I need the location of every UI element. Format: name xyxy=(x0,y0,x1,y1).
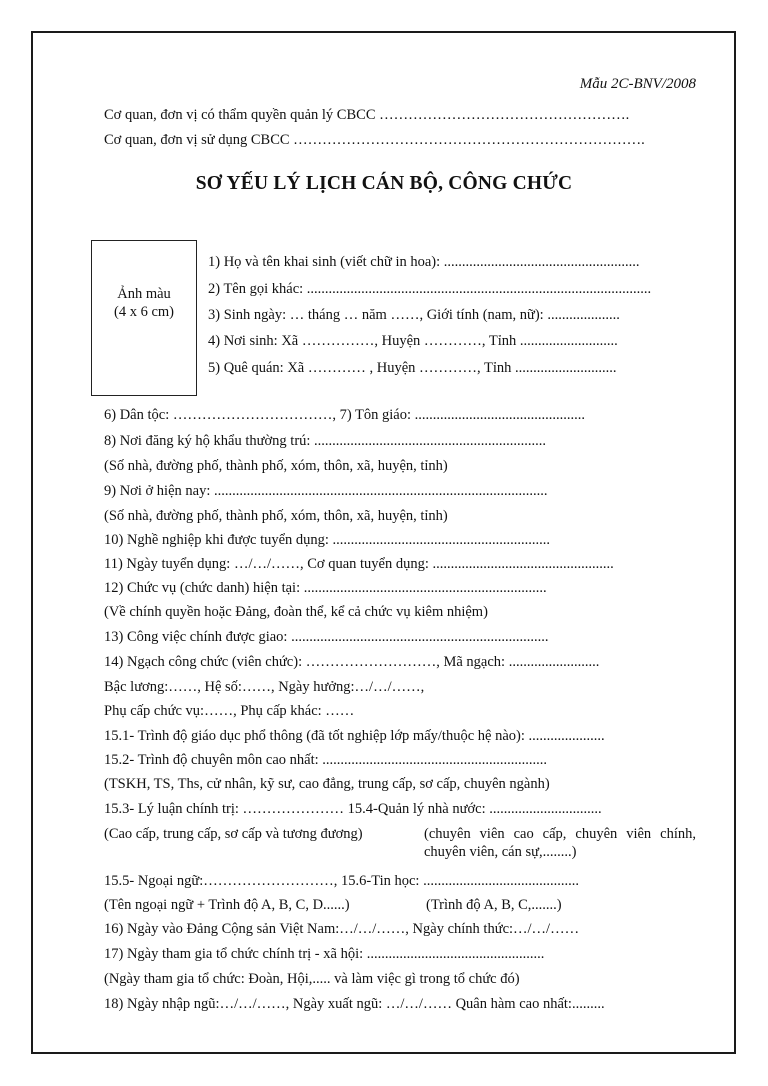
photo-label: Ảnh màu xyxy=(117,286,171,302)
note-permanent-residence: (Số nhà, đường phố, thành phố, xóm, thôn, xã, huyện, tỉnh) xyxy=(104,458,448,474)
field-political-theory: 15.3- Lý luận chính trị: ………………… 15.4-Quản lý nhà nước: ............................... xyxy=(104,801,602,817)
field-current-residence: 9) Nơi ở hiện nay: ............................................................................................ xyxy=(104,483,548,499)
field-general-education: 15.1- Trình độ giáo dục phổ thông (đã tốt nghiệp lớp mấy/thuộc hệ nào): ..................... xyxy=(104,728,605,744)
note-socio-political-org: (Ngày tham gia tổ chức: Đoàn, Hội,..... và làm việc gì trong tổ chức đó) xyxy=(104,971,520,987)
note-current-residence: (Số nhà, đường phố, thành phố, xóm, thôn, xã, huyện, tỉnh) xyxy=(104,508,448,524)
form-code: Mẫu 2C-BNV/2008 xyxy=(579,76,696,92)
note-professional-level: (TSKH, TS, Ths, cử nhân, kỹ sư, cao đẳng, trung cấp, sơ cấp, chuyên ngành) xyxy=(104,776,550,792)
field-occupation: 10) Nghề nghiệp khi được tuyển dụng: ............................................................ xyxy=(104,532,551,548)
field-allowance: Phụ cấp chức vụ:……, Phụ cấp khác: …… xyxy=(104,703,355,719)
agency-manage-line: Cơ quan, đơn vị có thẩm quyền quản lý CBCC ……………………………………………. xyxy=(104,107,630,123)
field-birth-date: 3) Sinh ngày: … tháng … năm ……, Giới tính (nam, nữ): .................... xyxy=(208,307,620,323)
agency-use-line: Cơ quan, đơn vị sử dụng CBCC ………………………………………………………………. xyxy=(104,132,645,148)
note-political-theory: (Cao cấp, trung cấp, sơ cấp và tương đương) xyxy=(104,826,363,842)
document-title: SƠ YẾU LÝ LỊCH CÁN BỘ, CÔNG CHỨC xyxy=(195,173,573,194)
field-hometown: 5) Quê quán: Xã ………… , Huyện …………, Tỉnh ............................ xyxy=(208,360,617,376)
field-permanent-residence: 8) Nơi đăng ký hộ khẩu thường trú: ................................................................ xyxy=(104,433,547,449)
note-foreign-language: (Tên ngoại ngữ + Trình độ A, B, C, D......) xyxy=(104,897,350,913)
field-salary: Bậc lương:……, Hệ số:……, Ngày hưởng:…/…/……, xyxy=(104,679,425,695)
field-full-name: 1) Họ và tên khai sinh (viết chữ in hoa): ...................................................... xyxy=(208,254,640,270)
photo-box xyxy=(91,240,197,396)
field-main-duty: 13) Công việc chính được giao: ....................................................................... xyxy=(104,629,549,645)
field-ethnicity-religion: 6) Dân tộc: ……………………………, 7) Tôn giáo: ............................................... xyxy=(104,407,586,423)
field-birth-place: 4) Nơi sinh: Xã ……………, Huyện …………, Tỉnh ........................... xyxy=(208,333,618,349)
field-civil-rank: 14) Ngạch công chức (viên chức): ………………………, Mã ngạch: ......................... xyxy=(104,654,600,670)
field-military-service: 18) Ngày nhập ngũ:…/…/……, Ngày xuất ngũ: …/…/…… Quân hàm cao nhất:......... xyxy=(104,996,605,1012)
field-other-name: 2) Tên gọi khác: ............................................................................................... xyxy=(208,281,652,297)
note-state-management: (chuyên viên cao cấp, chuyên viên chính, chuyên viên, cán sự,........) xyxy=(424,826,696,860)
note-it-level: (Trình độ A, B, C,.......) xyxy=(426,897,562,913)
field-socio-political-org: 17) Ngày tham gia tổ chức chính trị - xã hội: ................................................. xyxy=(104,946,545,962)
field-recruitment: 11) Ngày tuyển dụng: …/…/……, Cơ quan tuyển dụng: .................................................. xyxy=(104,556,614,572)
field-foreign-language: 15.5- Ngoại ngữ:………………………, 15.6-Tin học: ........................................... xyxy=(104,873,579,889)
note-current-position: (Về chính quyền hoặc Đảng, đoàn thể, kể cả chức vụ kiêm nhiệm) xyxy=(104,604,488,620)
field-current-position: 12) Chức vụ (chức danh) hiện tại: ................................................................... xyxy=(104,580,547,596)
field-party-membership: 16) Ngày vào Đảng Cộng sản Việt Nam:…/…/……, Ngày chính thức:…/…/…… xyxy=(104,921,580,937)
photo-size: (4 x 6 cm) xyxy=(114,304,174,320)
field-professional-level: 15.2- Trình độ chuyên môn cao nhất: .............................................................. xyxy=(104,752,548,768)
